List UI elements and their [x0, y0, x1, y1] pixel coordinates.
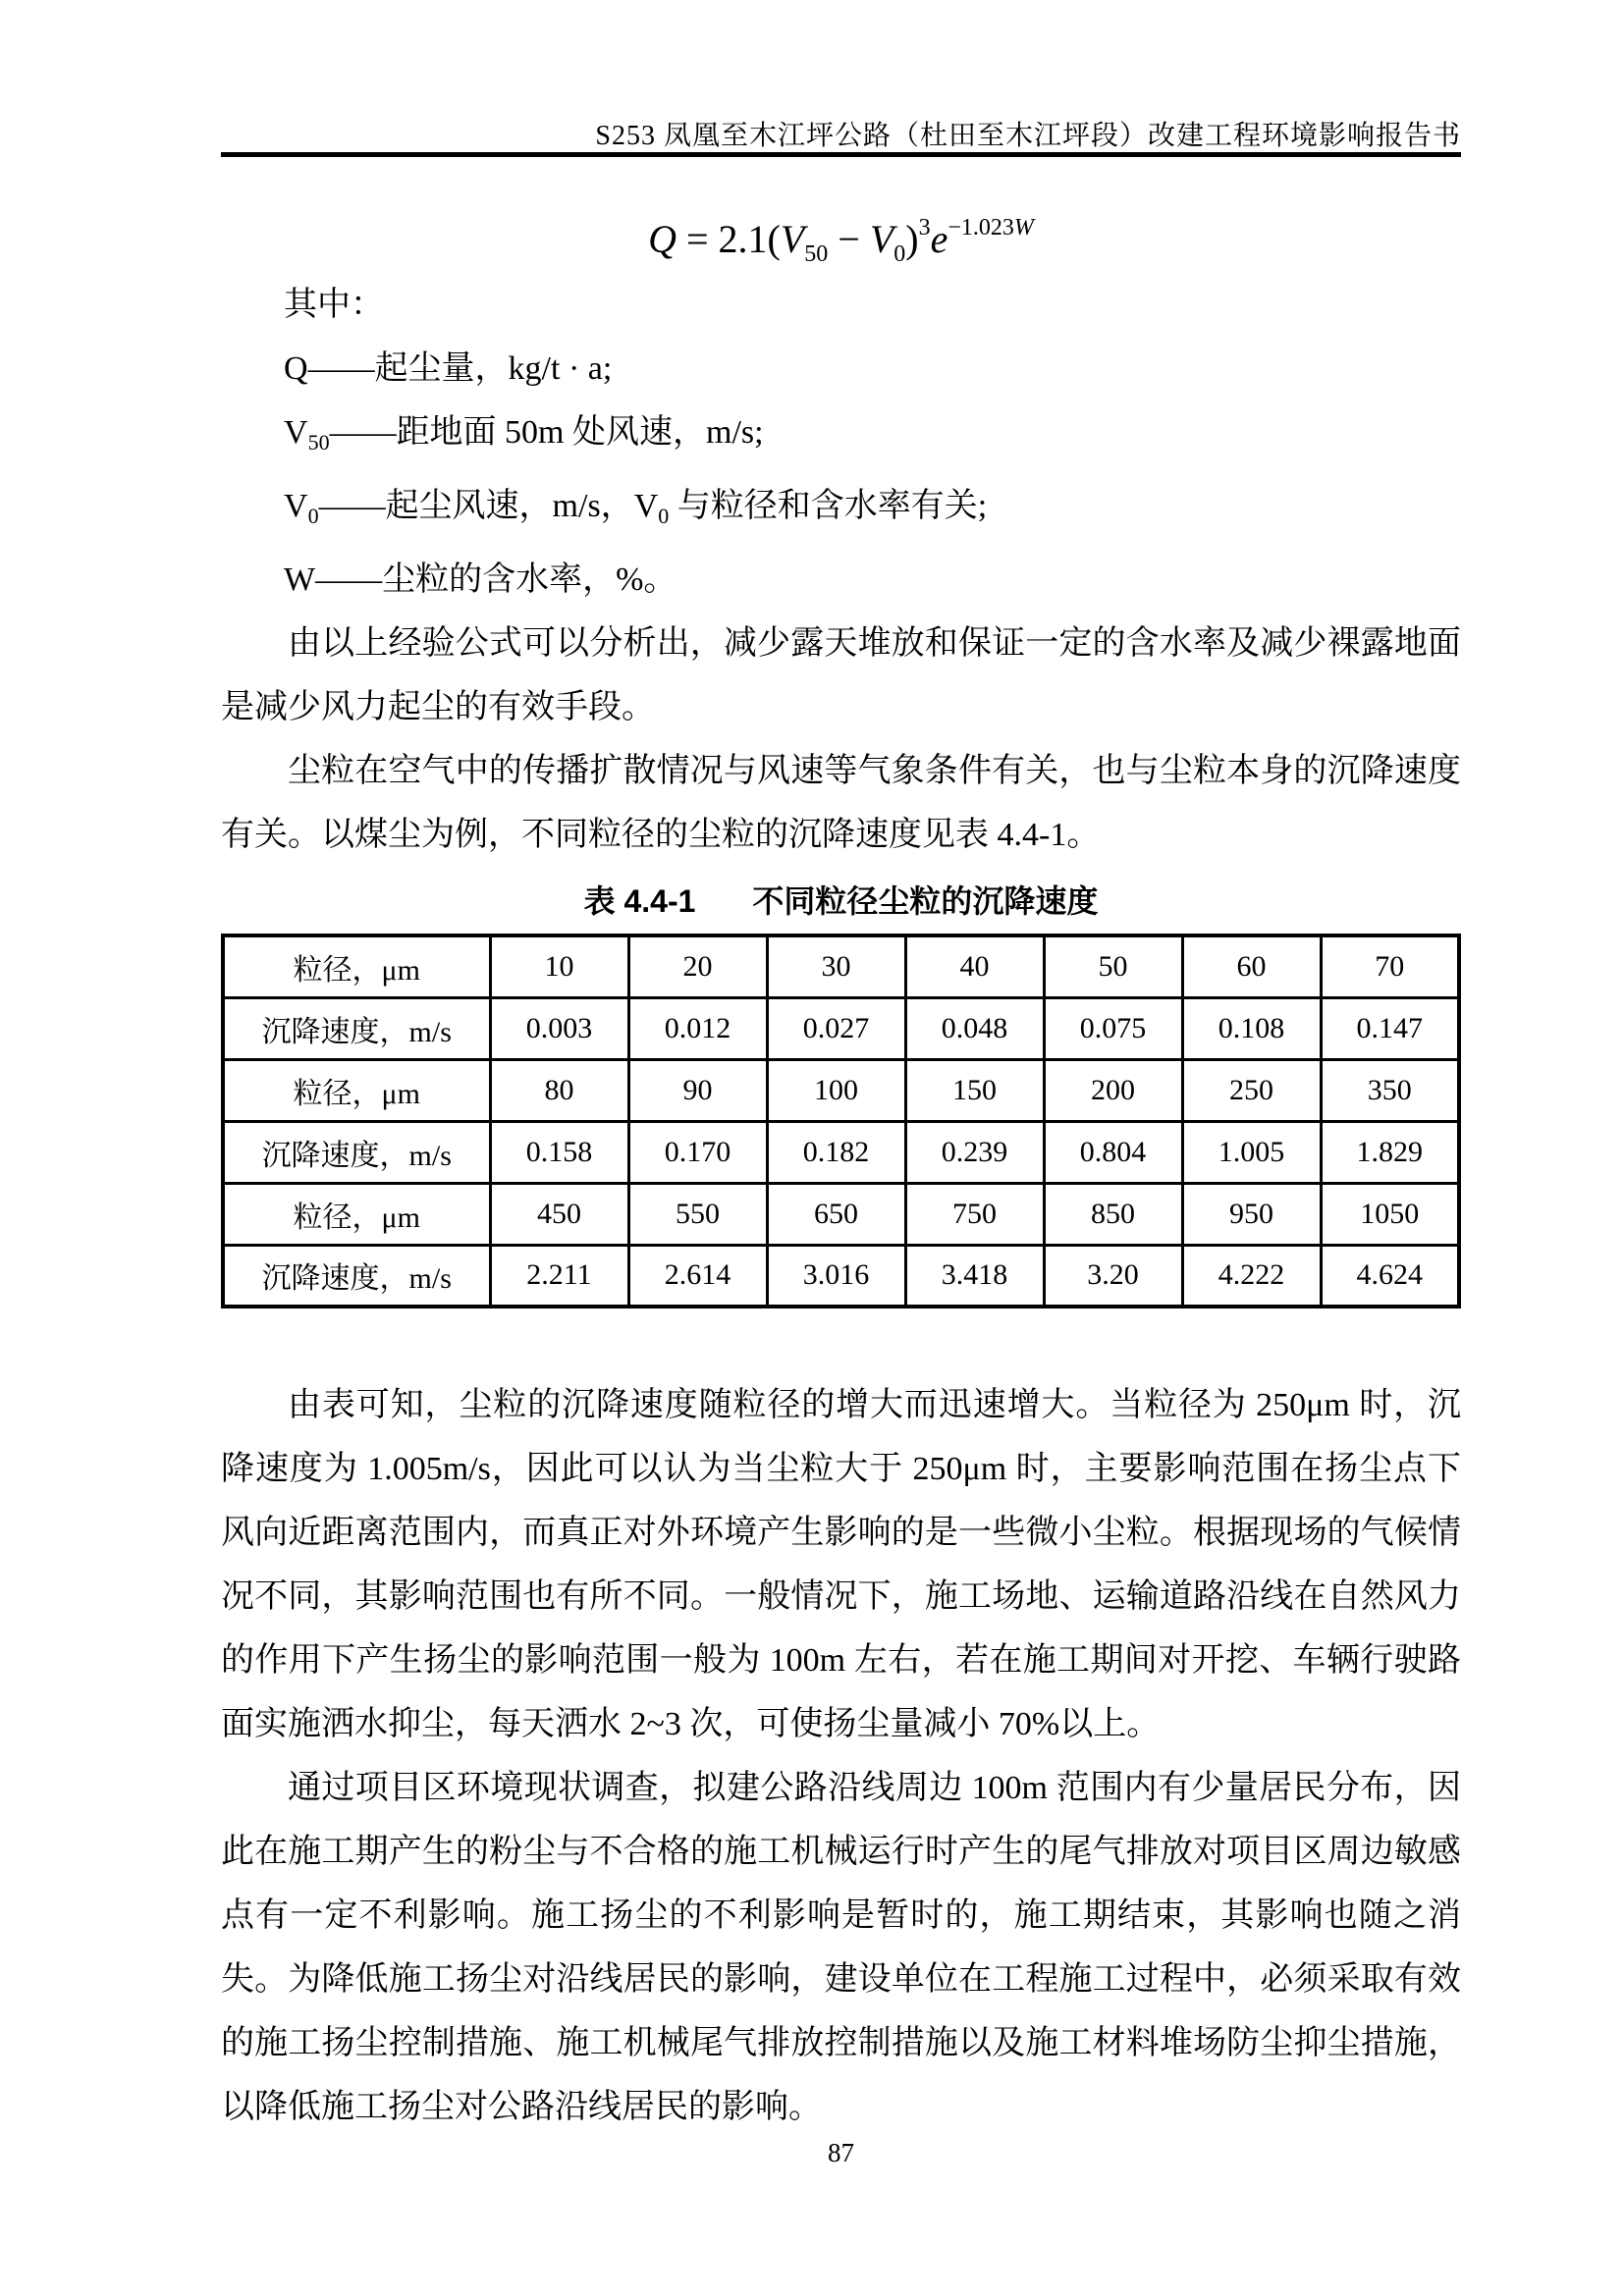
paragraph-impact-conclusion: 通过项目区环境现状调查，拟建公路沿线周边 100m 范围内有少量居民分布，因此在施工期产生的粉尘与不合格的施工机械运行时产生的尾气排放对项目区周边敏感点有一定不利影响。施工扬尘的不利影响是暂时的，施工期结束，其影响也随之消失。为降低施工扬尘对沿线居民的影响，建设单位在工程施工过程中，必须采取有效的施工扬尘控制措施、施工机械尾气排放控制措施以及施工材料堆场防尘抑尘措施，以降低施工扬尘对公路沿线居民的影响。 [221, 1770, 1461, 2125]
value-cell: 350 [1321, 1059, 1459, 1121]
definition-subscript: 0 [658, 504, 670, 528]
definition-text: ——尘粒的含水率，%。 [315, 561, 677, 598]
table-row [223, 935, 1459, 997]
value-cell: 4.222 [1182, 1245, 1321, 1307]
value-cell: 550 [628, 1183, 767, 1245]
value-cell: 0.027 [767, 997, 905, 1059]
formula-subscript: 50 [804, 241, 829, 267]
value-cell: 1.005 [1182, 1121, 1321, 1183]
formula-term: − [828, 217, 870, 261]
table-row [223, 1121, 1459, 1183]
formula-term: V [869, 217, 894, 261]
dust-emission-formula [221, 183, 1461, 273]
definition-line-v0 [221, 474, 1461, 548]
table-row [223, 1245, 1459, 1307]
paragraph-table-analysis: 由表可知，尘粒的沉降速度随粒径的增大而迅速增大。当粒径为 250μm 时，沉降速度为 1.005m/s，因此可以认为当尘粒大于 250μm 时，主要影响范围在扬尘点下风向近距离范围内，而真正对外环境产生影响的是一些微小尘粒。根据现场的气候情况不同，其影响范围也有所不同。一般情况下，施工场地、运输道路沿线在自然风力的作用下产生扬尘的影响范围一般为 100m 左右，若在施工期间对开挖、车辆行驶路面实施洒水抑尘，每天洒水 2~3 次，可使扬尘量减小 70%以上。 [221, 1387, 1461, 1742]
page-body [221, 177, 1461, 2139]
definition-text: 与粒径和含水率有关; [669, 488, 988, 524]
value-cell: 150 [905, 1059, 1044, 1121]
definition-intro: 其中： [284, 287, 384, 323]
value-cell: 4.624 [1321, 1245, 1459, 1307]
table-caption [221, 871, 1461, 932]
value-cell: 0.003 [490, 997, 628, 1059]
value-cell: 20 [628, 935, 767, 997]
formula-term: −1.023 [947, 215, 1014, 240]
formula-term: ) [905, 217, 919, 261]
value-cell: 0.804 [1044, 1121, 1182, 1183]
table-row [223, 997, 1459, 1059]
formula-subscript: 0 [893, 241, 906, 267]
value-cell: 200 [1044, 1059, 1182, 1121]
page-number: 87 [828, 2138, 854, 2167]
value-cell: 950 [1182, 1183, 1321, 1245]
value-cell: 1.829 [1321, 1121, 1459, 1183]
row-label-cell: 沉降速度，m/s [223, 1245, 490, 1307]
value-cell: 60 [1182, 935, 1321, 997]
definition-line-w [221, 548, 1461, 612]
formula-exponent [947, 215, 1034, 240]
value-cell: 250 [1182, 1059, 1321, 1121]
value-cell: 3.418 [905, 1245, 1044, 1307]
value-cell: 50 [1044, 935, 1182, 997]
definition-line-q [221, 337, 1461, 400]
definition-text: ——起尘量，kg/t · a; [307, 350, 613, 387]
paragraph-dispersion-intro: 尘粒在空气中的传播扩散情况与风速等气象条件有关，也与尘粒本身的沉降速度有关。以煤尘为例，不同粒径的尘粒的沉降速度见表 4.4-1。 [221, 753, 1461, 853]
table-caption-number: 表 4.4-1 [583, 883, 696, 919]
formula-term: V [780, 217, 805, 261]
value-cell: 2.211 [490, 1245, 628, 1307]
definition-symbol: W [284, 561, 316, 598]
definition-line-v50 [221, 400, 1461, 474]
row-label-cell: 沉降速度，m/s [223, 1121, 490, 1183]
value-cell: 0.182 [767, 1121, 905, 1183]
settling-velocity-table [221, 934, 1461, 1308]
value-cell: 80 [490, 1059, 628, 1121]
value-cell: 0.012 [628, 997, 767, 1059]
formula-exponent: 3 [918, 215, 931, 240]
value-cell: 450 [490, 1183, 628, 1245]
formula-term: W [1013, 215, 1034, 240]
value-cell: 1050 [1321, 1183, 1459, 1245]
value-cell: 0.048 [905, 997, 1044, 1059]
header-rule [221, 152, 1461, 157]
value-cell: 0.108 [1182, 997, 1321, 1059]
value-cell: 650 [767, 1183, 905, 1245]
formula-term: Q [648, 217, 677, 261]
row-label-cell: 粒径，μm [223, 935, 490, 997]
paragraph-formula-conclusion: 由以上经验公式可以分析出，减少露天堆放和保证一定的含水率及减少裸露地面是减少风力起尘的有效手段。 [221, 625, 1461, 725]
value-cell: 2.614 [628, 1245, 767, 1307]
formula-term: = [676, 217, 719, 261]
definition-symbol: V [284, 488, 308, 524]
value-cell: 0.239 [905, 1121, 1044, 1183]
value-cell: 90 [628, 1059, 767, 1121]
row-label-cell: 沉降速度，m/s [223, 997, 490, 1059]
value-cell: 30 [767, 935, 905, 997]
definition-text: ——起尘风速，m/s， [318, 488, 634, 524]
value-cell: 0.170 [628, 1121, 767, 1183]
value-cell: 70 [1321, 935, 1459, 997]
value-cell: 0.147 [1321, 997, 1459, 1059]
value-cell: 10 [490, 935, 628, 997]
definition-text: ——距地面 50m 处风速，m/s; [329, 414, 764, 451]
value-cell: 0.158 [490, 1121, 628, 1183]
definition-symbol: Q [284, 350, 308, 387]
definition-symbol: V [284, 414, 308, 451]
value-cell: 0.075 [1044, 997, 1182, 1059]
definition-subscript: 0 [307, 504, 319, 528]
formula-term: e [930, 217, 948, 261]
value-cell: 3.20 [1044, 1245, 1182, 1307]
row-label-cell: 粒径，μm [223, 1183, 490, 1245]
table-caption-title: 不同粒径尘粒的沉降速度 [752, 883, 1099, 919]
value-cell: 40 [905, 935, 1044, 997]
value-cell: 850 [1044, 1183, 1182, 1245]
value-cell: 100 [767, 1059, 905, 1121]
value-cell: 3.016 [767, 1245, 905, 1307]
formula-term: 2.1( [718, 217, 781, 261]
definition-symbol: V [633, 488, 659, 524]
value-cell: 750 [905, 1183, 1044, 1245]
table-row [223, 1059, 1459, 1121]
table-row [223, 1183, 1459, 1245]
row-label-cell: 粒径，μm [223, 1059, 490, 1121]
definition-subscript: 50 [307, 430, 330, 454]
header-title: S253 凤凰至木江坪公路（杜田至木江坪段）改建工程环境影响报告书 [595, 121, 1461, 151]
